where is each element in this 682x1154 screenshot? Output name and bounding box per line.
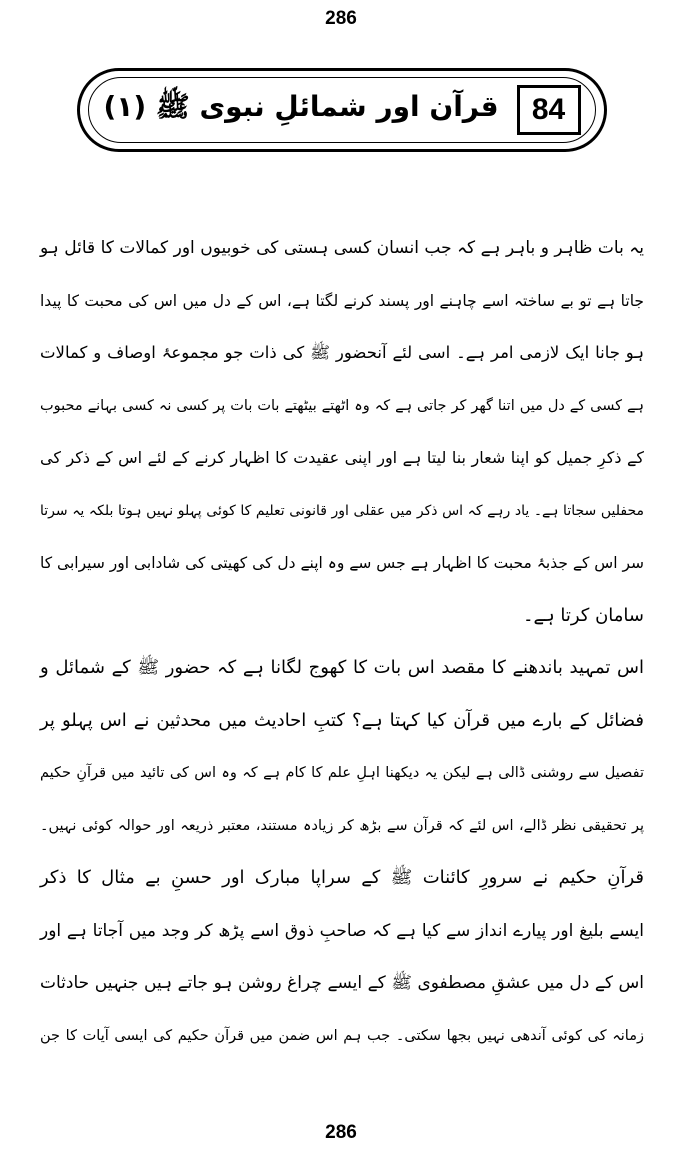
text-line: زمانہ کی کوئی آندھی نہیں بجھا سکتی۔ جب ہم اس ضمن میں قرآن حکیم کی ایسی آیات کا جن	[40, 1027, 644, 1044]
text-line: یہ بات ظاہر و باہر ہے کہ جب انسان کسی ہستی کی خوبیوں اور کمالات کا قائل ہو	[40, 238, 644, 258]
chapter-banner	[77, 68, 607, 152]
text-line: قرآنِ حکیم نے سرورِ کائنات ﷺ کے سراپا مبارک اور حسنِ بے مثال کا ذکر	[40, 867, 644, 888]
text-line: ہو جانا ایک لازمی امر ہے۔ اسی لئے آنحضور ﷺ کی ذات جو مجموعۂ اوصاف و کمالات	[40, 343, 644, 362]
text-line: ایسے بلیغ اور پیارے انداز سے کیا ہے کہ صاحبِ ذوق اسے پڑھ کر وجد میں آجاتا ہے اور	[40, 920, 644, 941]
text-line: تفصیل سے روشنی ڈالی ہے لیکن یہ دیکھنا اہلِ علم کا کام ہے کہ وہ اس کی تائید میں قرآنِ حکیم	[40, 765, 644, 781]
text-line: ہے کسی کے دل میں اتنا گھر کر جاتی ہے کہ وہ اٹھتے بیٹھتے بات بات پر کسی نہ کسی بہانے محبوب	[40, 397, 644, 414]
text-line: پر تحقیقی نظر ڈالے، اس لئے کہ قرآن سے بڑھ کر زیادہ مستند، معتبر ذریعہ اور حوالہ کوئی نہیں۔	[40, 817, 644, 834]
chapter-banner-inner	[88, 77, 596, 143]
chapter-title: قرآن اور شمائلِ نبوی ﷺ (۱)	[103, 90, 499, 123]
text-line: سر اس کے جذبۂ محبت کا اظہار ہے جس سے وہ اپنے دل کی کھیتی کی شادابی اور سیرابی کا	[40, 554, 644, 572]
text-line: اس کے دل میں عشقِ مصطفوی ﷺ کے ایسے چراغ روشن ہو جاتے ہیں جنہیں حادثات	[40, 973, 644, 993]
page-number-top: 286	[325, 8, 357, 29]
body-text	[40, 222, 644, 1062]
text-line: اس تمہید باندھنے کا مقصد اس بات کا کھوج لگانا ہے کہ حضور ﷺ کے شمائل و	[40, 657, 644, 678]
text-line: محفلیں سجاتا ہے۔ یاد رہے کہ اس ذکر میں عقلی اور قانونی تعلیم کا کوئی پہلو نہیں ہوتا بلکہ یہ سرتا	[40, 502, 644, 519]
chapter-number: 84	[517, 85, 581, 135]
text-line: جاتا ہے تو بے ساختہ اسے چاہنے اور پسند کرنے لگتا ہے، اس کے دل میں اس کی محبت کا پیدا	[40, 291, 644, 310]
text-line: سامان کرتا ہے۔	[523, 604, 644, 626]
text-line: فضائل کے بارے میں قرآن کیا کہتا ہے؟ کتبِ احادیث میں محدثین نے اس پہلو پر	[40, 709, 644, 731]
text-line: کے ذکرِ جمیل کو اپنا شعار بنا لیتا ہے اور اپنی عقیدت کا اظہار کرنے کے لئے اس کے ذکر کی	[40, 448, 644, 467]
page-number-bottom: 286	[325, 1122, 357, 1143]
